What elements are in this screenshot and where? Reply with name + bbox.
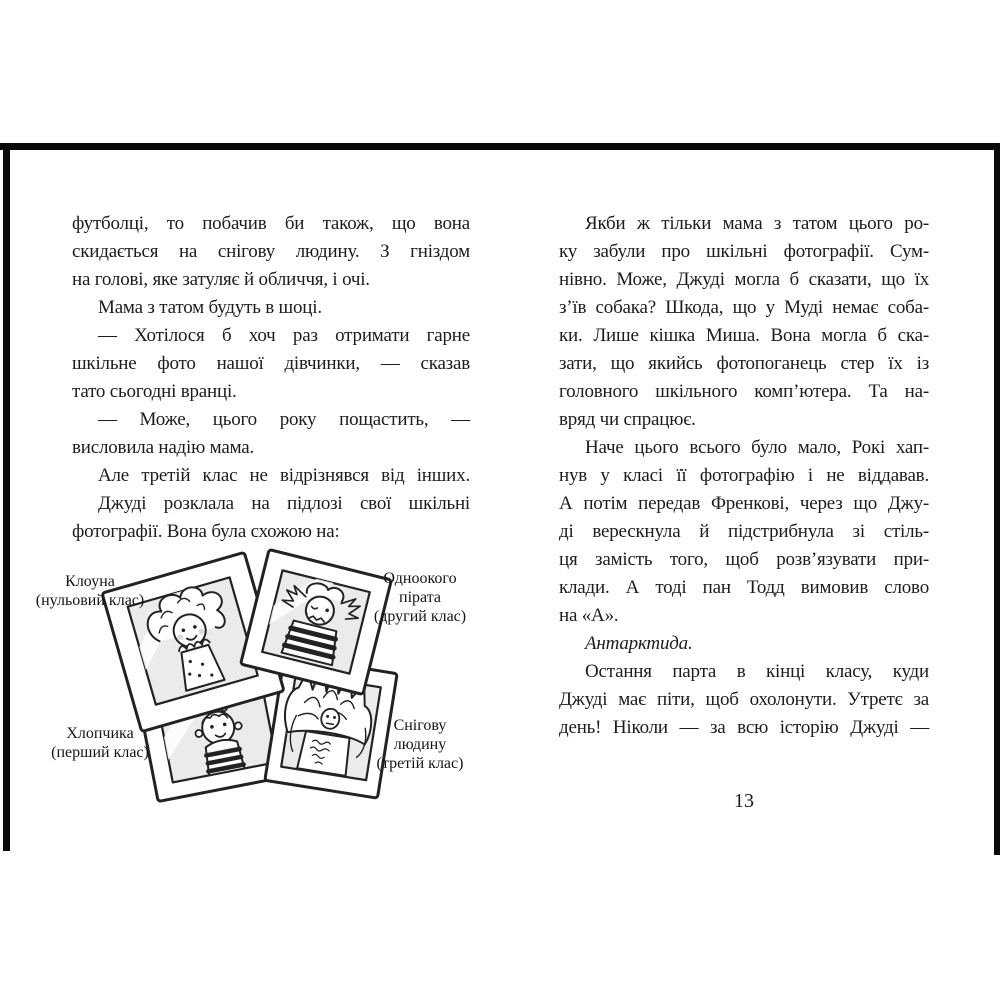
label-pirate — [352, 569, 488, 626]
text-line: день! Ніколи — за всю історію Джуді — — [559, 717, 929, 738]
label-line: (третій клас) — [376, 755, 464, 772]
label-line: пірата — [399, 589, 441, 606]
label-snowman — [352, 716, 488, 773]
left-page-text — [72, 210, 470, 546]
text-line: Джуді має піти, щоб охолонути. Утретє за — [559, 689, 929, 710]
text-line: висловила надію мама. — [72, 437, 255, 458]
label-line: (перший клас) — [51, 744, 149, 761]
text-line: клади. А тоді пан Тодд вимовив слово — [559, 577, 929, 598]
label-line: (другий клас) — [373, 608, 467, 625]
text-line: А потім передав Френкові, через що Джу- — [559, 493, 929, 514]
label-line: Снігову — [393, 717, 447, 734]
text-line: ку забули про шкільні фотографії. Сум- — [559, 241, 929, 262]
text-line: вряд чи спрацює. — [559, 409, 696, 430]
text-line: тато сьогодні вранці. — [72, 381, 237, 402]
page-number: 13 — [734, 790, 754, 812]
text-line: на голові, яке затуляє й обличчя, і очі. — [72, 269, 370, 290]
text-line: фотографії. Вона була схожою на: — [72, 521, 340, 542]
text-line: Остання парта в кінці класу, куди — [585, 661, 929, 682]
right-page-text — [559, 210, 929, 742]
label-line: Одноокого — [383, 570, 457, 587]
label-line: людину — [393, 736, 447, 753]
text-line: — Хотілося б хоч раз отримати гарне — [98, 325, 470, 346]
text-line: футболці, то побачив би також, що вона — [72, 213, 470, 234]
text-line: — Може, цього року пощастить, — — [98, 409, 470, 430]
text-line: ді верескнула й підстрибнула зі стіль- — [559, 521, 929, 542]
text-line: нув у класі її фотографію і не віддавав. — [559, 465, 929, 486]
label-clown — [22, 572, 158, 610]
page-border-left — [3, 143, 10, 851]
text-line: на «А». — [559, 605, 619, 626]
text-line: з’їв собака? Шкода, що у Муді немає соба- — [559, 297, 929, 318]
text-line: Але третій клас не відрізнявся від інших. — [98, 465, 470, 486]
text-line: нівно. Може, Джуді могла б сказати, що їх — [559, 269, 929, 290]
text-line: головного шкільного комп’ютера. Та на- — [559, 381, 929, 402]
label-line: Хлопчика — [66, 725, 134, 742]
text-line: Якби ж тільки мама з татом цього ро- — [585, 213, 929, 234]
label-line: Клоуна — [65, 573, 115, 590]
text-line: ця замість того, щоб розв’язувати при- — [559, 549, 929, 570]
text-line: шкільне фото нашої дівчинки, — сказав — [72, 353, 470, 374]
page-border-right — [994, 143, 1000, 855]
text-line: Джуді розклала на підлозі свої шкільні — [98, 493, 470, 514]
label-boy — [32, 724, 168, 762]
text-line: зати, що якийсь фотопоганець стер їх із — [559, 353, 929, 374]
page-border-top — [0, 143, 1000, 150]
text-line: Антарктида. — [585, 633, 693, 654]
text-line: Мама з татом будуть в шоці. — [98, 297, 322, 318]
text-line: ки. Лише кішка Миша. Вона могла б ска- — [559, 325, 929, 346]
text-line: Наче цього всього було мало, Рокі хап- — [585, 437, 929, 458]
text-line: скидається на снігову людину. З гніздом — [72, 241, 470, 262]
label-line: (нульовий клас) — [35, 592, 145, 609]
